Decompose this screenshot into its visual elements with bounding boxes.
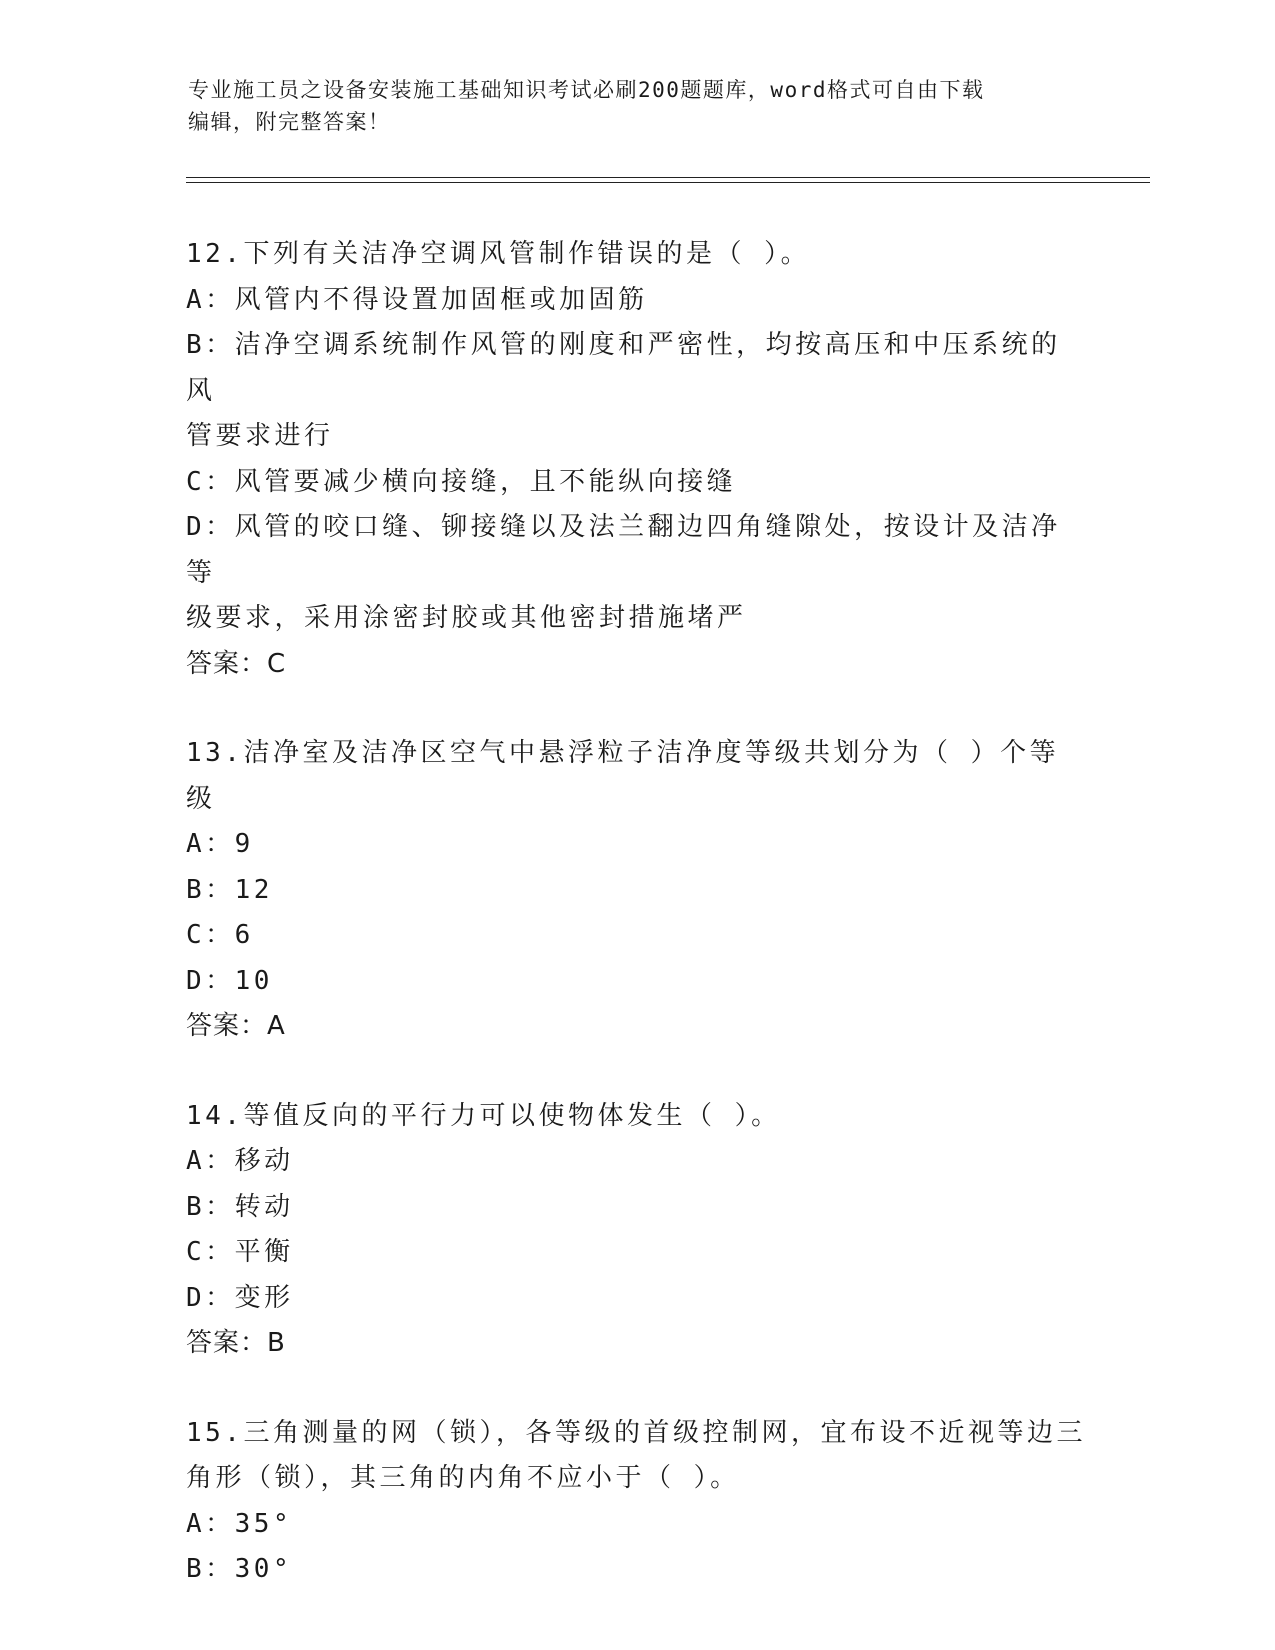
option-line: A：移动 — [186, 1146, 294, 1176]
question-stem: 角形（锁），其三角的内角不应小于（ ）。 — [186, 1463, 740, 1493]
header-line-2: 编辑，附完整答案！ — [188, 110, 391, 134]
option-line: A：9 — [186, 829, 254, 859]
answer-line: 答案：C — [186, 648, 287, 679]
option-line: A：风管内不得设置加固框或加固筋 — [186, 284, 648, 315]
answer-line: 答案：A — [186, 1011, 286, 1041]
option-line: D：变形 — [186, 1282, 294, 1313]
question-block — [186, 232, 1086, 687]
option-line: 管要求进行 — [186, 421, 334, 451]
option-line: B：12 — [186, 874, 273, 905]
option-line: D：10 — [186, 965, 273, 996]
question-stem: 14.等值反向的平行力可以使物体发生（ ）。 — [186, 1100, 781, 1131]
option-line: B：转动 — [186, 1191, 294, 1222]
document-header — [188, 74, 1068, 138]
question-block — [186, 731, 1086, 1050]
question-block — [186, 1094, 1086, 1367]
question-block — [186, 1411, 1086, 1593]
option-line: C：平衡 — [186, 1237, 294, 1267]
option-line: C：风管要减少横向接缝，且不能纵向接缝 — [186, 466, 737, 497]
header-divider-top — [186, 177, 1150, 178]
question-list — [186, 232, 1086, 1637]
option-line: D：风管的咬口缝、铆接缝以及法兰翻边四角缝隙处，按设计及洁净等 — [186, 512, 1061, 588]
question-stem: 12.下列有关洁净空调风管制作错误的是（ ）。 — [186, 239, 811, 269]
option-line: 级要求，采用涂密封胶或其他密封措施堵严 — [186, 603, 747, 633]
answer-line: 答案：B — [186, 1328, 286, 1358]
question-stem: 15.三角测量的网（锁），各等级的首级控制网，宜布设不近视等边三 — [186, 1417, 1086, 1448]
header-divider-bottom — [186, 182, 1150, 183]
option-line: B：洁净空调系统制作风管的刚度和严密性，均按高压和中压系统的风 — [186, 330, 1061, 406]
option-line: B：30° — [186, 1554, 293, 1584]
option-line: C：6 — [186, 920, 254, 950]
question-stem: 13.洁净室及洁净区空气中悬浮粒子洁净度等级共划分为（ ）个等级 — [186, 738, 1060, 814]
option-line: A：35° — [186, 1508, 293, 1539]
header-line-1: 专业施工员之设备安装施工基础知识考试必刷200题题库，word格式可自由下载 — [188, 78, 985, 102]
